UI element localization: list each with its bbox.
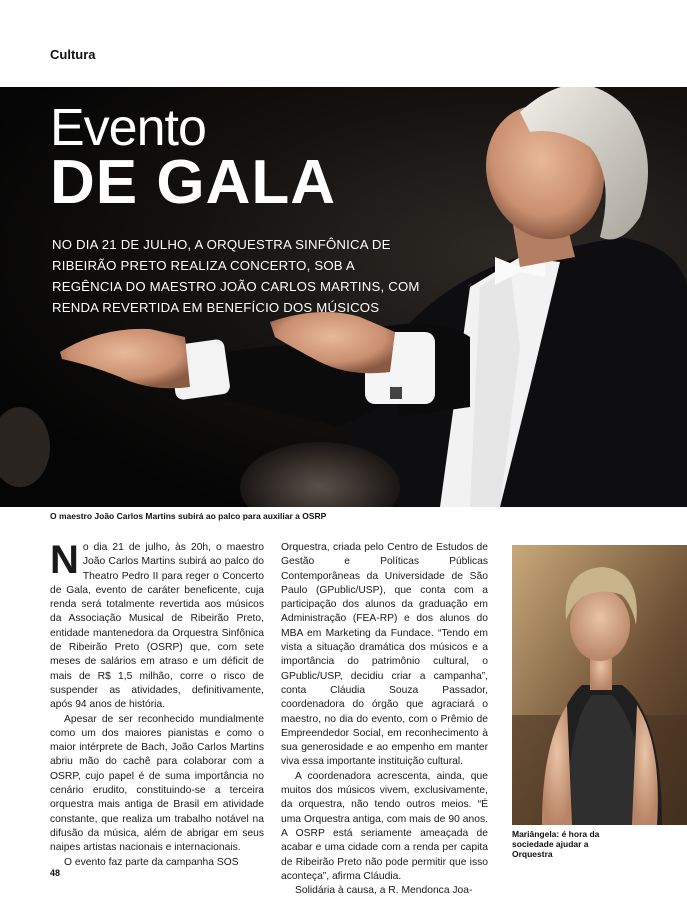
- article-column-1: [50, 538, 264, 870]
- headline-line-2: DE GALA: [50, 148, 336, 217]
- article-paragraph: A coordenadora acrescenta, ainda, que muitos dos músicos vivem, exclusivamente, da orquestra, não tendo outros meios. “É uma Orquestra antiga, com mais de 90 anos. A OSRP está seriamente ameaçada de acabar e uma cidade com a renda per capita de Ribeirão Preto não pode permitir que isso aconteça”, afirma Cláudia.: [281, 770, 488, 882]
- portrait-illustration: [512, 545, 687, 825]
- article-paragraph: O evento faz parte da campanha SOS: [64, 856, 239, 868]
- article-paragraph: Solidária à causa, a R. Mendonca Joa-: [295, 885, 473, 897]
- article-paragraph: Apesar de ser reconhecido mundialmente como um dos maiores pianistas e como o maior intérprete de Bach, João Carlos Martins abriu mão do cachê para colaborar com a OSRP, cujo papel é de suma importância no cenário erudito, constituindo-se a terceira orquestra mais antiga de Brasil em atividade constante, que realiza um trabalho notável na difusão da música, além de abrigar em seus naipes artistas nacionais e internacionais.: [50, 713, 264, 854]
- portrait-caption: Mariângela: é hora da sociedade ajudar a Orquestra: [512, 829, 600, 859]
- section-label: Cultura: [50, 47, 96, 62]
- article-paragraph: [50, 538, 264, 713]
- drop-cap: N: [50, 538, 79, 582]
- paragraph-text: o dia 21 de julho, às 20h, o maestro João Carlos Martins subirá ao palco do Theatro Pedro II para reger o Concerto de Gala, evento de caráter beneficente, cuja renda será totalmente revertida aos músicos da Associação Musical de Ribeirão Preto, entidade mantenedora da Orquestra Sinfônica de Ribeirão Preto (OSRP) que, com sete meses de salários em atraso e um déficit de mais de R$ 1,5 milhão, corre o risco de suspender as atividades, definitivamente, após 94 anos de história.: [50, 542, 264, 711]
- article-paragraph: Orquestra, criada pelo Centro de Estudos de Gestão e Políticas Públicas Contemporâneas da Universidade de São Paulo (GPublic/USP), que conta com a participação dos alunos da graduação em Administração (FEA-RP) e dos alunos do MBA em Marketing da Fundace. “Tendo em vista a situação dramática dos músicos e a importância do patrimônio cultural, o GPublic/USP, decidiu criar a campanha”, conta Cláudia Souza Passador, coordenadora do órgão que agraciará o maestro, no dia do evento, com o Prêmio de Empreendedor Social, em reconhecimento à sua generosidade e ao empenho em manter viva essa importante instituição cultural.: [281, 542, 488, 768]
- hero-caption: O maestro João Carlos Martins subirá ao palco para auxiliar a OSRP: [50, 511, 327, 521]
- deck-subtitle: NO DIA 21 DE JULHO, A ORQUESTRA SINFÔNICA DE RIBEIRÃO PRETO REALIZA CONCERTO, SOB A REGÊNCIA DO MAESTRO JOÃO CARLOS MARTINS, COM RENDA REVERTIDA EM BENEFÍCIO DOS MÚSICOS: [52, 237, 420, 315]
- headline-line-1: Evento: [50, 99, 206, 157]
- page-number: 48: [50, 868, 61, 878]
- portrait-photo: [512, 545, 687, 825]
- article-column-2: [281, 541, 488, 898]
